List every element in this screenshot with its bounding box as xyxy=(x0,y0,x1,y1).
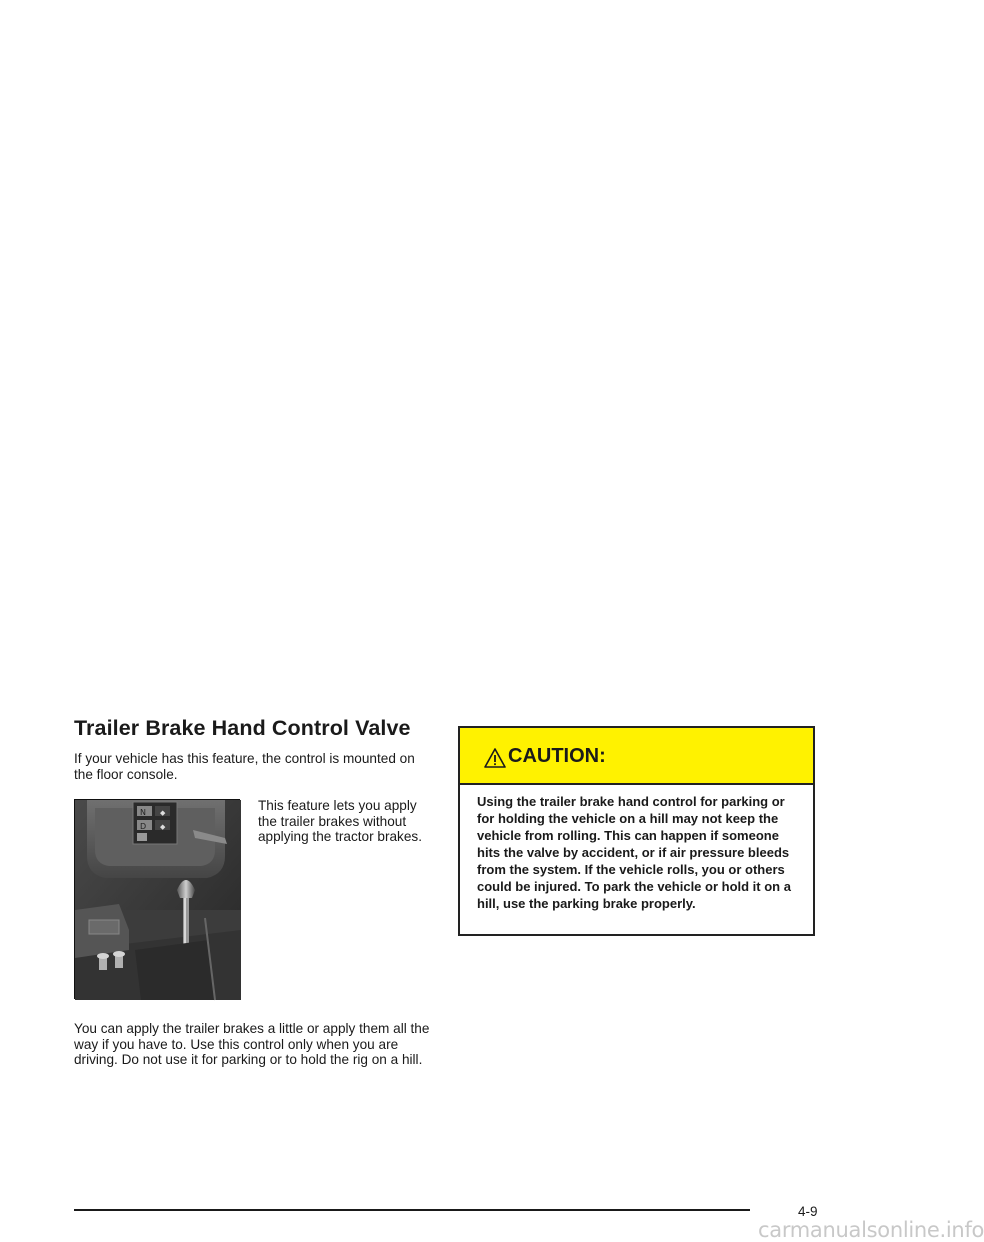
caution-title: CAUTION: xyxy=(508,745,606,767)
caution-header xyxy=(460,728,813,785)
svg-text:◆: ◆ xyxy=(160,809,166,817)
caution-text: Using the trailer brake hand control for parking or for holding the vehicle on a hill may not keep the vehicle from rolling. This can happen if someone hits the valve by accident, or if air pressure bleeds from the system. If the vehicle rolls, you or others could be injured. To park the vehicle or hold it on a hill, use the parking brake properly. xyxy=(477,794,791,911)
trailer-brake-control-photo xyxy=(74,799,240,999)
side-paragraph: This feature lets you apply the trailer brakes without applying the tractor brakes. xyxy=(258,798,422,844)
warning-triangle-icon xyxy=(484,747,506,769)
shifter-label-d: D xyxy=(140,822,147,831)
svg-text:◆: ◆ xyxy=(160,823,166,831)
intro-paragraph: If your vehicle has this feature, the control is mounted on the floor console. xyxy=(74,751,415,782)
page-number: 4-9 xyxy=(798,1204,818,1219)
body-paragraph: You can apply the trailer brakes a little or apply them all the way if you have to. Use this control only when you are driving. Do not use it for parking or to hold the rig on a hill. xyxy=(74,1021,430,1067)
shifter-label-n: N xyxy=(140,808,146,817)
footer-rule xyxy=(74,1209,750,1211)
watermark: carmanualsonline.info xyxy=(758,1218,984,1242)
section-title: Trailer Brake Hand Control Valve xyxy=(74,716,411,740)
caution-box xyxy=(458,726,815,936)
